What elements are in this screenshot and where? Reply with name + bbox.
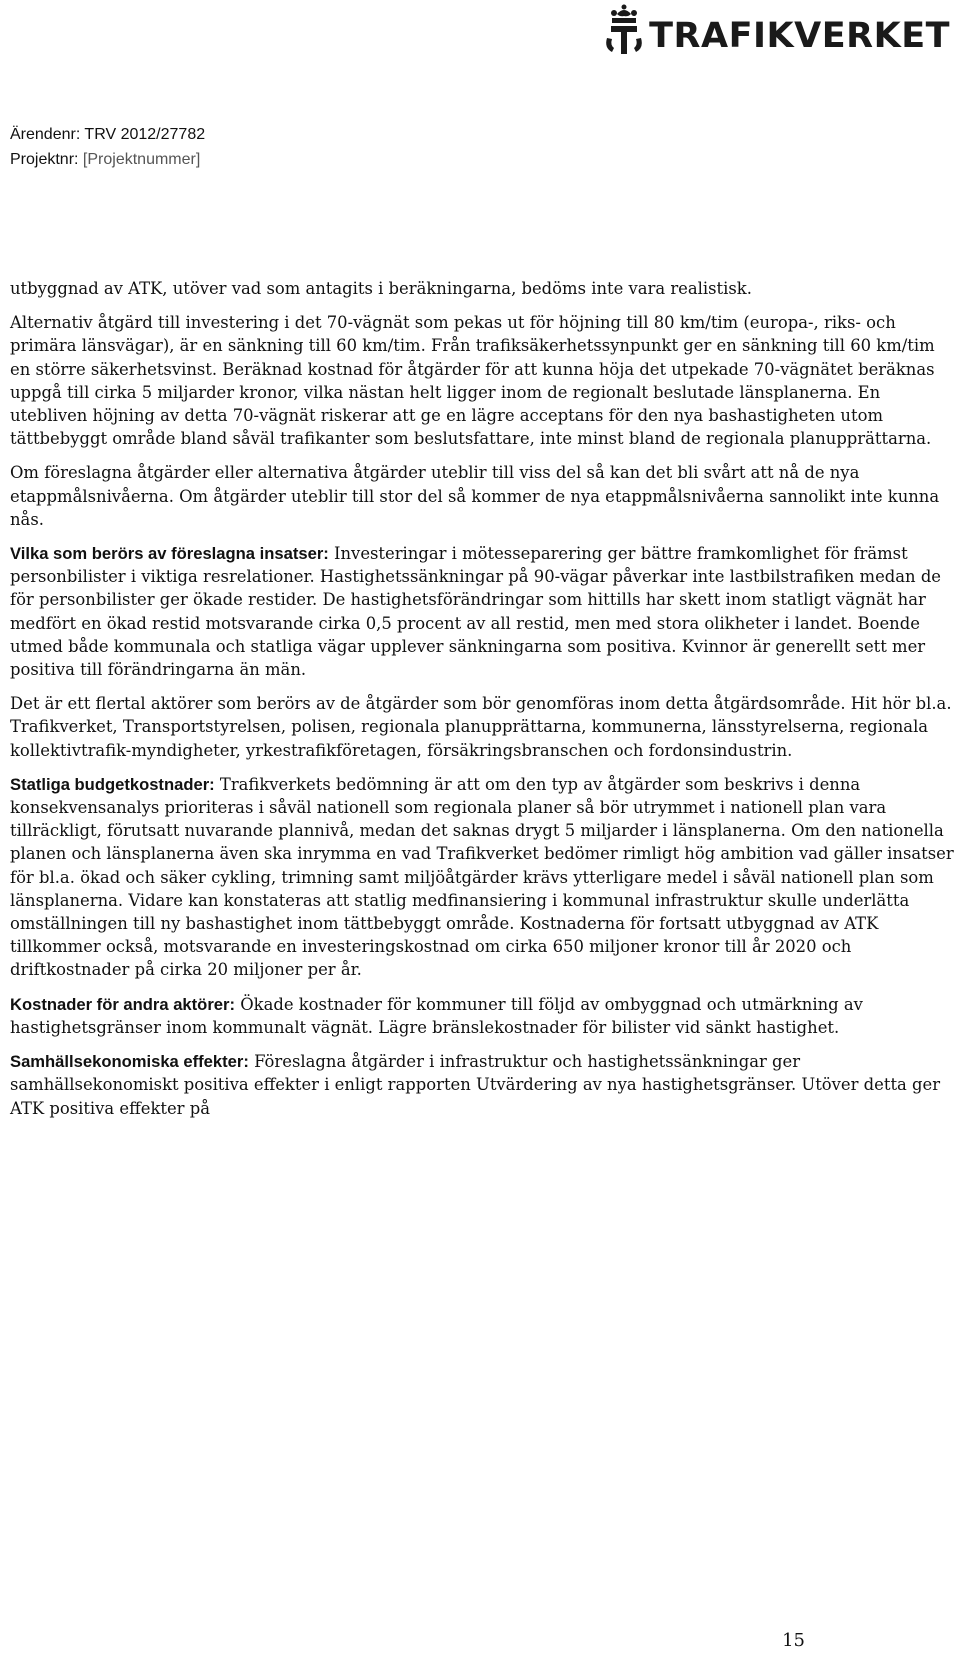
lead-berors: Vilka som berörs av föreslagna insatser:	[10, 544, 329, 564]
trafikverket-logo	[603, 4, 950, 56]
paragraph-8	[10, 1050, 958, 1120]
crown-emblem-icon	[603, 4, 645, 56]
logo-wordmark: TRAFIKVERKET	[649, 16, 950, 56]
paragraph-8-text: Föreslagna åtgärder i infrastruktur och hastighetssänkningar ger samhällsekonomiskt positiva effekter i enligt rapporten Utvärdering av nya hastighetsgränser. Utöver detta ger ATK positiva effekter på	[10, 1052, 941, 1118]
document-body	[10, 277, 958, 1120]
paragraph-2: Alternativ åtgärd till investering i det 70-vägnät som pekas ut för höjning till 80 km/tim (europa-, riks- och primära länsvägar), är en sänkning till 60 km/tim. Från trafiksäkerhetssynpunkt ger en sänkning till 60 km/tim en större säkerhetsvinst. Beräknad kostnad för åtgärder för att kunna höja det utpekade 70-vägnätet beräknas uppgå till cirka 5 miljarder kronor, vilka nästan helt ligger inom de regionalt beslutade länsplanerna. En utebliven höjning av detta 70-vägnät riskerar att ge en lägre acceptans för den nya bashastigheten utom tättbebyggt område bland såväl trafikanter som beslutsfattare, inte minst bland de regionala planupprättarna.	[10, 313, 935, 449]
lead-samhallsekonomi: Samhällsekonomiska effekter:	[10, 1052, 249, 1072]
projektnr-placeholder: [Projektnummer]	[82, 151, 201, 168]
arendenr: Ärendenr: TRV 2012/27782	[10, 126, 206, 143]
paragraph-1: utbyggnad av ATK, utöver vad som antagits i beräkningarna, bedöms inte vara realistisk.	[10, 279, 752, 298]
paragraph-5: Det är ett flertal aktörer som berörs av de åtgärder som bör genomföras inom detta åtgärdsområde. Hit hör bl.a. Trafikverket, Transportstyrelsen, polisen, regionala planupprättarna, kommunerna, länsstyrelserna, regionala kollektivtrafik-myndigheter, yrkestrafikföretagen, försäkringsbranschen och fordonsindustrin.	[10, 694, 952, 760]
lead-kostnader: Kostnader för andra aktörer:	[10, 994, 235, 1014]
paragraph-6	[10, 773, 958, 982]
page-number: 15	[782, 1630, 805, 1651]
lead-budget: Statliga budgetkostnader:	[10, 774, 215, 794]
paragraph-4	[10, 542, 958, 681]
paragraph-6-text: Trafikverkets bedömning är att om den typ av åtgärder som beskrivs i denna konsekvensanalys prioriteras i såväl nationell som regionala planer så bör utrymmet i nationell plan vara tillräckligt, förutsatt nuvarande plannivå, medan det saknas drygt 5 miljarder i länsplanerna. Om den nationella planen och länsplanerna även ska inrymma en vad Trafikverket bedömer rimligt hög ambition vad gäller insatser för bl.a. ökad och säker cykling, trimning samt miljöåtgärder krävs ytterligare medel i såväl nationell plan som länsplanerna. Vidare kan konstateras att statlig medfinansiering i kommunal infrastruktur skulle underlätta omställningen till ny bashastighet inom tättbebyggt område. Kostnaderna för fortsatt utbyggnad av ATK tillkommer också, motsvarande en investeringskostnad om cirka 650 miljoner kronor till år 2020 och driftkostnader på cirka 20 miljoner per år.	[10, 774, 954, 980]
document-meta	[10, 122, 205, 172]
projektnr-label: Projektnr:	[10, 151, 83, 168]
paragraph-7	[10, 993, 958, 1039]
paragraph-3: Om föreslagna åtgärder eller alternativa åtgärder uteblir till viss del så kan det bli svårt att nå de nya etappmålsnivåerna. Om åtgärder uteblir till stor del så kommer de nya etappmålsnivåerna sannolikt inte kunna nås.	[10, 463, 940, 529]
paragraph-7-text: Ökade kostnader för kommuner till följd av ombyggnad och utmärkning av hastighetsgränser inom kommunalt vägnät. Lägre bränslekostnader för bilister vid sänkt hastighet.	[10, 994, 863, 1037]
projektnr	[10, 147, 205, 172]
paragraph-4-text: Investeringar i mötesseparering ger bättre framkomlighet för främst personbilister i viktiga resrelationer. Hastighetssänkningar på 90-vägar påverkar inte lastbilstrafiken medan de för personbilister ger ökade restider. De hastighetsförändringar som hittills har skett inom statligt vägnät har medfört en ökad restid motsvarande cirka 0,5 procent av all restid, men med stora olikheter i landet. Boende utmed både kommunala och statliga vägar upplever sänkningarna som positiva. Kvinnor är generellt sett mer positiva till förändringarna än män.	[10, 544, 942, 680]
